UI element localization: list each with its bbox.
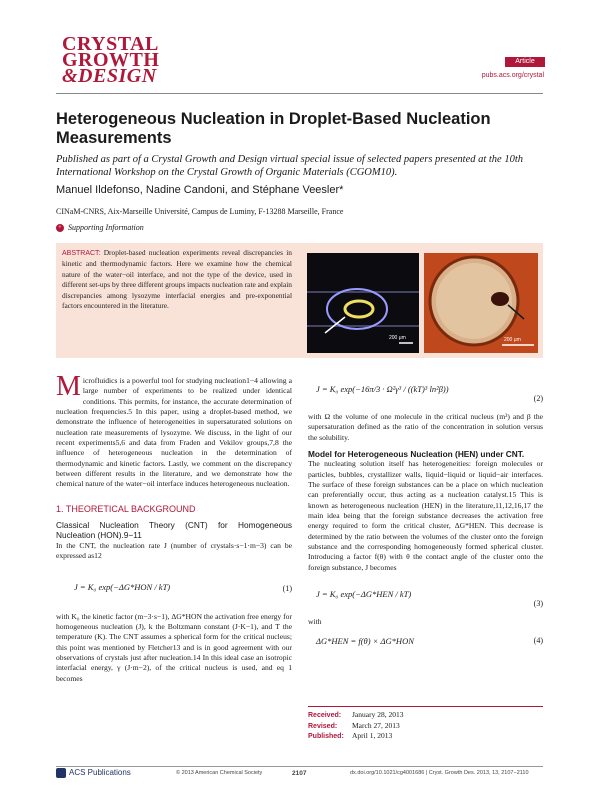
abstract-label: ABSTRACT: [62, 250, 101, 257]
right-column [308, 372, 543, 654]
journal-logo [62, 33, 160, 87]
abstract-text [62, 248, 292, 311]
affiliation: CINaM-CNRS, Aix-Marseille Université, Campus de Luminy, F-13288 Marseille, France [56, 207, 344, 216]
equation-1-text: J = K₀ exp(−ΔG*HON / kT) [74, 581, 171, 592]
scale-bar-label-right: 200 μm [504, 337, 521, 343]
published-date: April 1, 2013 [352, 731, 393, 740]
acs-logo-icon [56, 768, 66, 778]
equation-3 [308, 577, 543, 617]
page-number: 2107 [292, 770, 307, 777]
equation-4-text: ΔG*HEN = f(θ) × ΔG*HON [316, 635, 414, 646]
revised-label: Revised: [308, 722, 338, 730]
revised-date: March 27, 2013 [352, 720, 400, 730]
equation-4 [308, 632, 543, 654]
equation-2-number: (2) [533, 394, 543, 403]
journal-url-link[interactable]: pubs.acs.org/crystal [481, 72, 544, 79]
acs-publications-label: ACS Publications [69, 768, 131, 778]
left-column [56, 371, 292, 684]
equation-2 [308, 372, 543, 412]
history-published [308, 731, 403, 742]
logo-line-1: CRYSTAL [62, 33, 159, 55]
paragraph-kinetic: with K₀ the kinetic factor (m−3·s−1), ΔG*HON the activation free energy for homogeneous nucleation (J), k the Boltzmann constant (J·K−1), and T the temperature (K). The CNT assumes a spherical form for the critical nucleus; this point was mentioned by Fletcher13 and is in good agreement with our observations of crystals just after nucleation.14 In this ideal case an isotropic interfacial energy, γ (J·m−2), of the critical nucleus is used, and eq 1 becomes [56, 611, 292, 683]
intro-text: icrofluidics is a powerful tool for studying nucleation1−4 allowing a large number of experiments to be realized under identical conditions. This permits, for instance, the accurate determination of nucleation frequencies.5 In this paper, using a droplet-based method, we demonstrate the influence of heterogeneities in supersaturated solutions on nucleation rate measurements of lysozyme. We discuss, in the light of our recent experiments5,6 and data from Fraden and Vekilov groups,7,8 the influence of heterogeneous nucleation in the determination of thermodynamic and kinetic factors. Lastly, we comment on the discrepancy between different results in the literature, and we demonstrate how the chemical nature of the water−oil interface induces heterogeneous nucleation. [56, 376, 292, 489]
plus-icon: + [56, 224, 64, 232]
abstract-body: Droplet-based nucleation experiments reveal discrepancies in kinetic and thermodynamic factors. Here we examine how the chemical nature of the water−oil interface, and not the type of the device, used in different set-ups by three different groups impacts nucleation rate and explain discrepancies among lysozyme interfacial energies and pre-exponential factors encountered in the literature. [62, 248, 292, 311]
article-title: Heterogeneous Nucleation in Droplet-Based Nucleation Measurements [56, 110, 491, 147]
doi-citation[interactable]: dx.doi.org/10.1021/cg4001686 | Cryst. Growth Des. 2013, 13, 2107−2110 [350, 770, 529, 776]
paragraph-omega: with Ω the volume of one molecule in the critical nucleus (m³) and β the supersaturation defined as the ratio of the concentration in solution versus the solubility. [308, 412, 543, 442]
published-label: Published: [308, 733, 344, 740]
logo-line-3: &DESIGN [62, 65, 157, 87]
header-divider [56, 93, 543, 94]
intro-paragraph [56, 371, 292, 490]
supporting-info-label: Supporting Information [68, 223, 144, 232]
equation-1-number: (1) [282, 583, 292, 593]
equation-4-number: (4) [533, 635, 543, 645]
footer-divider [56, 766, 543, 767]
received-label: Received: [308, 712, 342, 719]
logo-line-2: GROWTH [62, 49, 160, 71]
paragraph-hen: The nucleating solution itself has heterogeneities: foreign molecules or particles, bubbles, crystallizer walls, liquid−liquid or liquid−air interfaces. The surface of these foreign substances can be a place on which nucleation can preferentially occur, thus acting as a nucleation catalyst.15 This is known as heterogeneous nucleation (HEN) in the literature,11,12,16,17 the main idea being that the foreign substance decreases the activation free energy required to form the critical cluster, ΔG*HEN. This decrease is determined by the ratio between the volumes of the cluster onto the foreign substance and the corresponding homogeneously formed spherical cluster. Introducing a factor f(θ) with θ the contact angle of the cluster onto the foreign substance, J becomes [308, 459, 543, 572]
copyright-notice: © 2013 American Chemical Society [176, 770, 263, 776]
subsection-heading-hen: Model for Heterogeneous Nucleation (HEN) under CNT. [308, 449, 525, 460]
scale-bar-label-left: 200 μm [389, 335, 406, 341]
equation-2-text: J = K₀ exp(−16π/3 · Ω²γ³ / ((kT)³ ln²β)) [316, 384, 449, 394]
droplet-image-right [424, 253, 538, 353]
paragraph-cnt: In the CNT, the nucleation rate J (number of crystals·s−1·m−3) can be expressed as12 [56, 540, 292, 561]
received-date: January 28, 2013 [352, 710, 404, 719]
history-divider [308, 706, 543, 707]
history-revised [308, 721, 403, 732]
droplet-right-graphic [424, 253, 538, 353]
subsection-heading: Classical Nucleation Theory (CNT) for Homogeneous Nucleation (HON).9−11 [56, 520, 292, 541]
droplet-image-left [307, 253, 419, 353]
article-type-badge: Article [505, 57, 545, 67]
history-received [308, 710, 403, 721]
supporting-info-link[interactable] [56, 223, 144, 232]
with-text: with [308, 617, 322, 627]
article-subtitle: Published as part of a Crystal Growth and Design virtual special issue of selected papers presented at the 10th International Workshop on the Crystal Growth of Organic Materials (CGOM10). [56, 154, 524, 178]
section-heading: 1. THEORETICAL BACKGROUND [56, 503, 196, 514]
equation-1 [56, 568, 292, 612]
author-list[interactable]: Manuel Ildefonso, Nadine Candoni, and Stéphane Veesler* [56, 184, 344, 196]
publication-history [308, 710, 403, 742]
equation-3-text: J = K₀ exp(−ΔG*HEN / kT) [316, 589, 412, 600]
acs-publications-logo[interactable] [56, 768, 131, 778]
drop-cap: M [56, 371, 81, 402]
equation-3-number: (3) [533, 599, 543, 609]
